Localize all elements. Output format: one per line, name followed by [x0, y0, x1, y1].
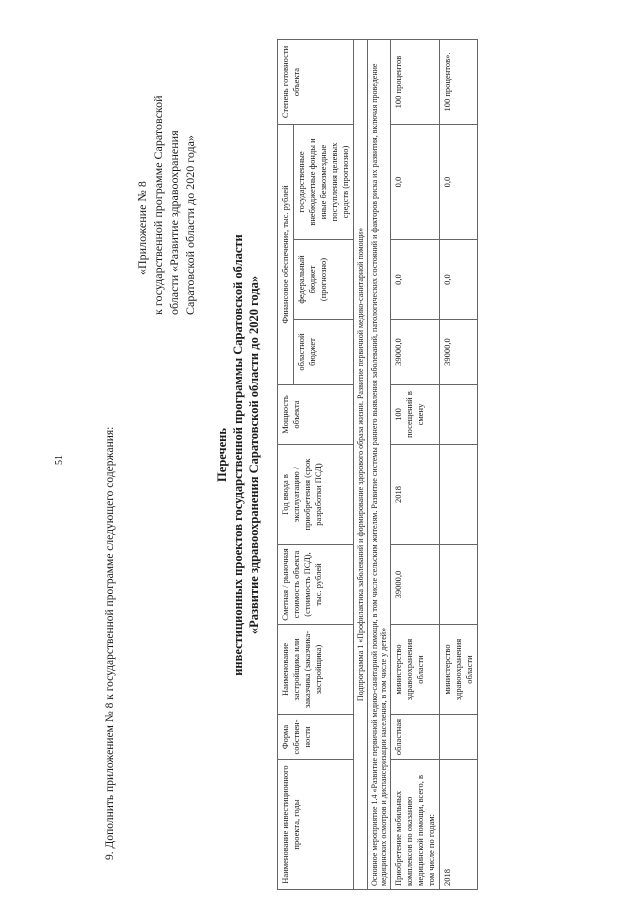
regional-budget-cell: 39000,0: [440, 320, 478, 385]
table-header-row: [278, 40, 294, 890]
regional-budget-cell: 39000,0: [391, 320, 440, 385]
col-ownership-header: Форма собствен-ности: [278, 715, 354, 760]
appendix-line3: области «Развитие здравоохранения: [167, 130, 181, 315]
federal-budget-cell: 0,0: [391, 240, 440, 320]
col-capacity-header: Мощность объекта: [278, 385, 354, 445]
col-state-funds-header: государственные внебюджетные фонды и иные безвозмездные поступления целевых средств (прогнозно): [294, 125, 354, 240]
year-cell: [440, 445, 478, 545]
col-year-header: Год ввода в эксплуатацию / приобретения (срок разработки ПСД): [278, 445, 354, 545]
subprogram-row: [354, 40, 368, 890]
col-developer-header: Наименование застройщика или заказчика (заказчика-застройщика): [278, 625, 354, 715]
capacity-cell: 100 посещений в смену: [391, 385, 440, 445]
appendix-header: [134, 75, 198, 315]
appendix-line4: Саратовской области до 2020 года»: [183, 135, 197, 315]
heading-title: Перечень: [215, 428, 229, 482]
col-name-header: Наименование инвестиционного проекта, годы: [278, 760, 354, 890]
readiness-cell: 100 процентов».: [440, 40, 478, 125]
col-regional-budget-header: областной бюджет: [294, 320, 354, 385]
appendix-line1: «Приложение № 8: [135, 181, 149, 275]
cost-cell: 39000,0: [391, 545, 440, 625]
col-financing-group-header: Финансовое обеспечение, тыс. рублей: [278, 125, 294, 385]
year-cell: 2018: [391, 445, 440, 545]
federal-budget-cell: 0,0: [440, 240, 478, 320]
page-number: 51: [54, 455, 65, 465]
table-row: [391, 40, 440, 890]
col-cost-header: Сметная / рыночная стоимость объекта (стоимость ПСД), тыс. рублей: [278, 545, 354, 625]
amendment-intro: 9. Дополнить приложением № 8 к государственной программе следующего содержания:: [104, 426, 116, 860]
state-funds-cell: 0,0: [440, 125, 478, 240]
capacity-cell: [440, 385, 478, 445]
investment-projects-table: [277, 39, 478, 890]
project-name-cell: 2018: [440, 760, 478, 890]
activity-row: [368, 40, 391, 890]
heading-line3: «Развитие здравоохранения Саратовской области до 2020 года»: [247, 275, 261, 635]
heading-line2: инвестиционных проектов государственной программы Саратовской области: [231, 234, 245, 676]
subprogram-title: Подпрограмма 1 «Профилактика заболеваний и формирование здорового образа жизни. Развитие первичной медико-санитарной помощи»: [354, 40, 368, 890]
col-federal-budget-header: федеральный бюджет (прогнозно): [294, 240, 354, 320]
readiness-cell: 100 процентов: [391, 40, 440, 125]
ownership-cell: [440, 715, 478, 760]
cost-cell: [440, 545, 478, 625]
developer-cell: министерство здравоохранения области: [391, 625, 440, 715]
ownership-cell: областная: [391, 715, 440, 760]
project-name-cell: Приобретение мобильных комплексов по оказанию медицинской помощи, всего, в том числе по годам:: [391, 760, 440, 890]
document-heading: [214, 205, 262, 705]
table-row: [440, 40, 478, 890]
state-funds-cell: 0,0: [391, 125, 440, 240]
col-readiness-header: Степень готовности объекта: [278, 40, 354, 125]
appendix-line2: к государственной программе Саратовской: [151, 95, 165, 315]
activity-title: Основное мероприятие 1.4 «Развитие первичной медико-санитарной помощи, в том числе сельским жителям. Развитие системы раннего выявления заболеваний, патологических состояний и факторов риска их развития, включая проведение медицинских осмотров и диспансеризации населения, в том числе у детей»: [368, 40, 391, 890]
developer-cell: министерство здравоохранения области: [440, 625, 478, 715]
